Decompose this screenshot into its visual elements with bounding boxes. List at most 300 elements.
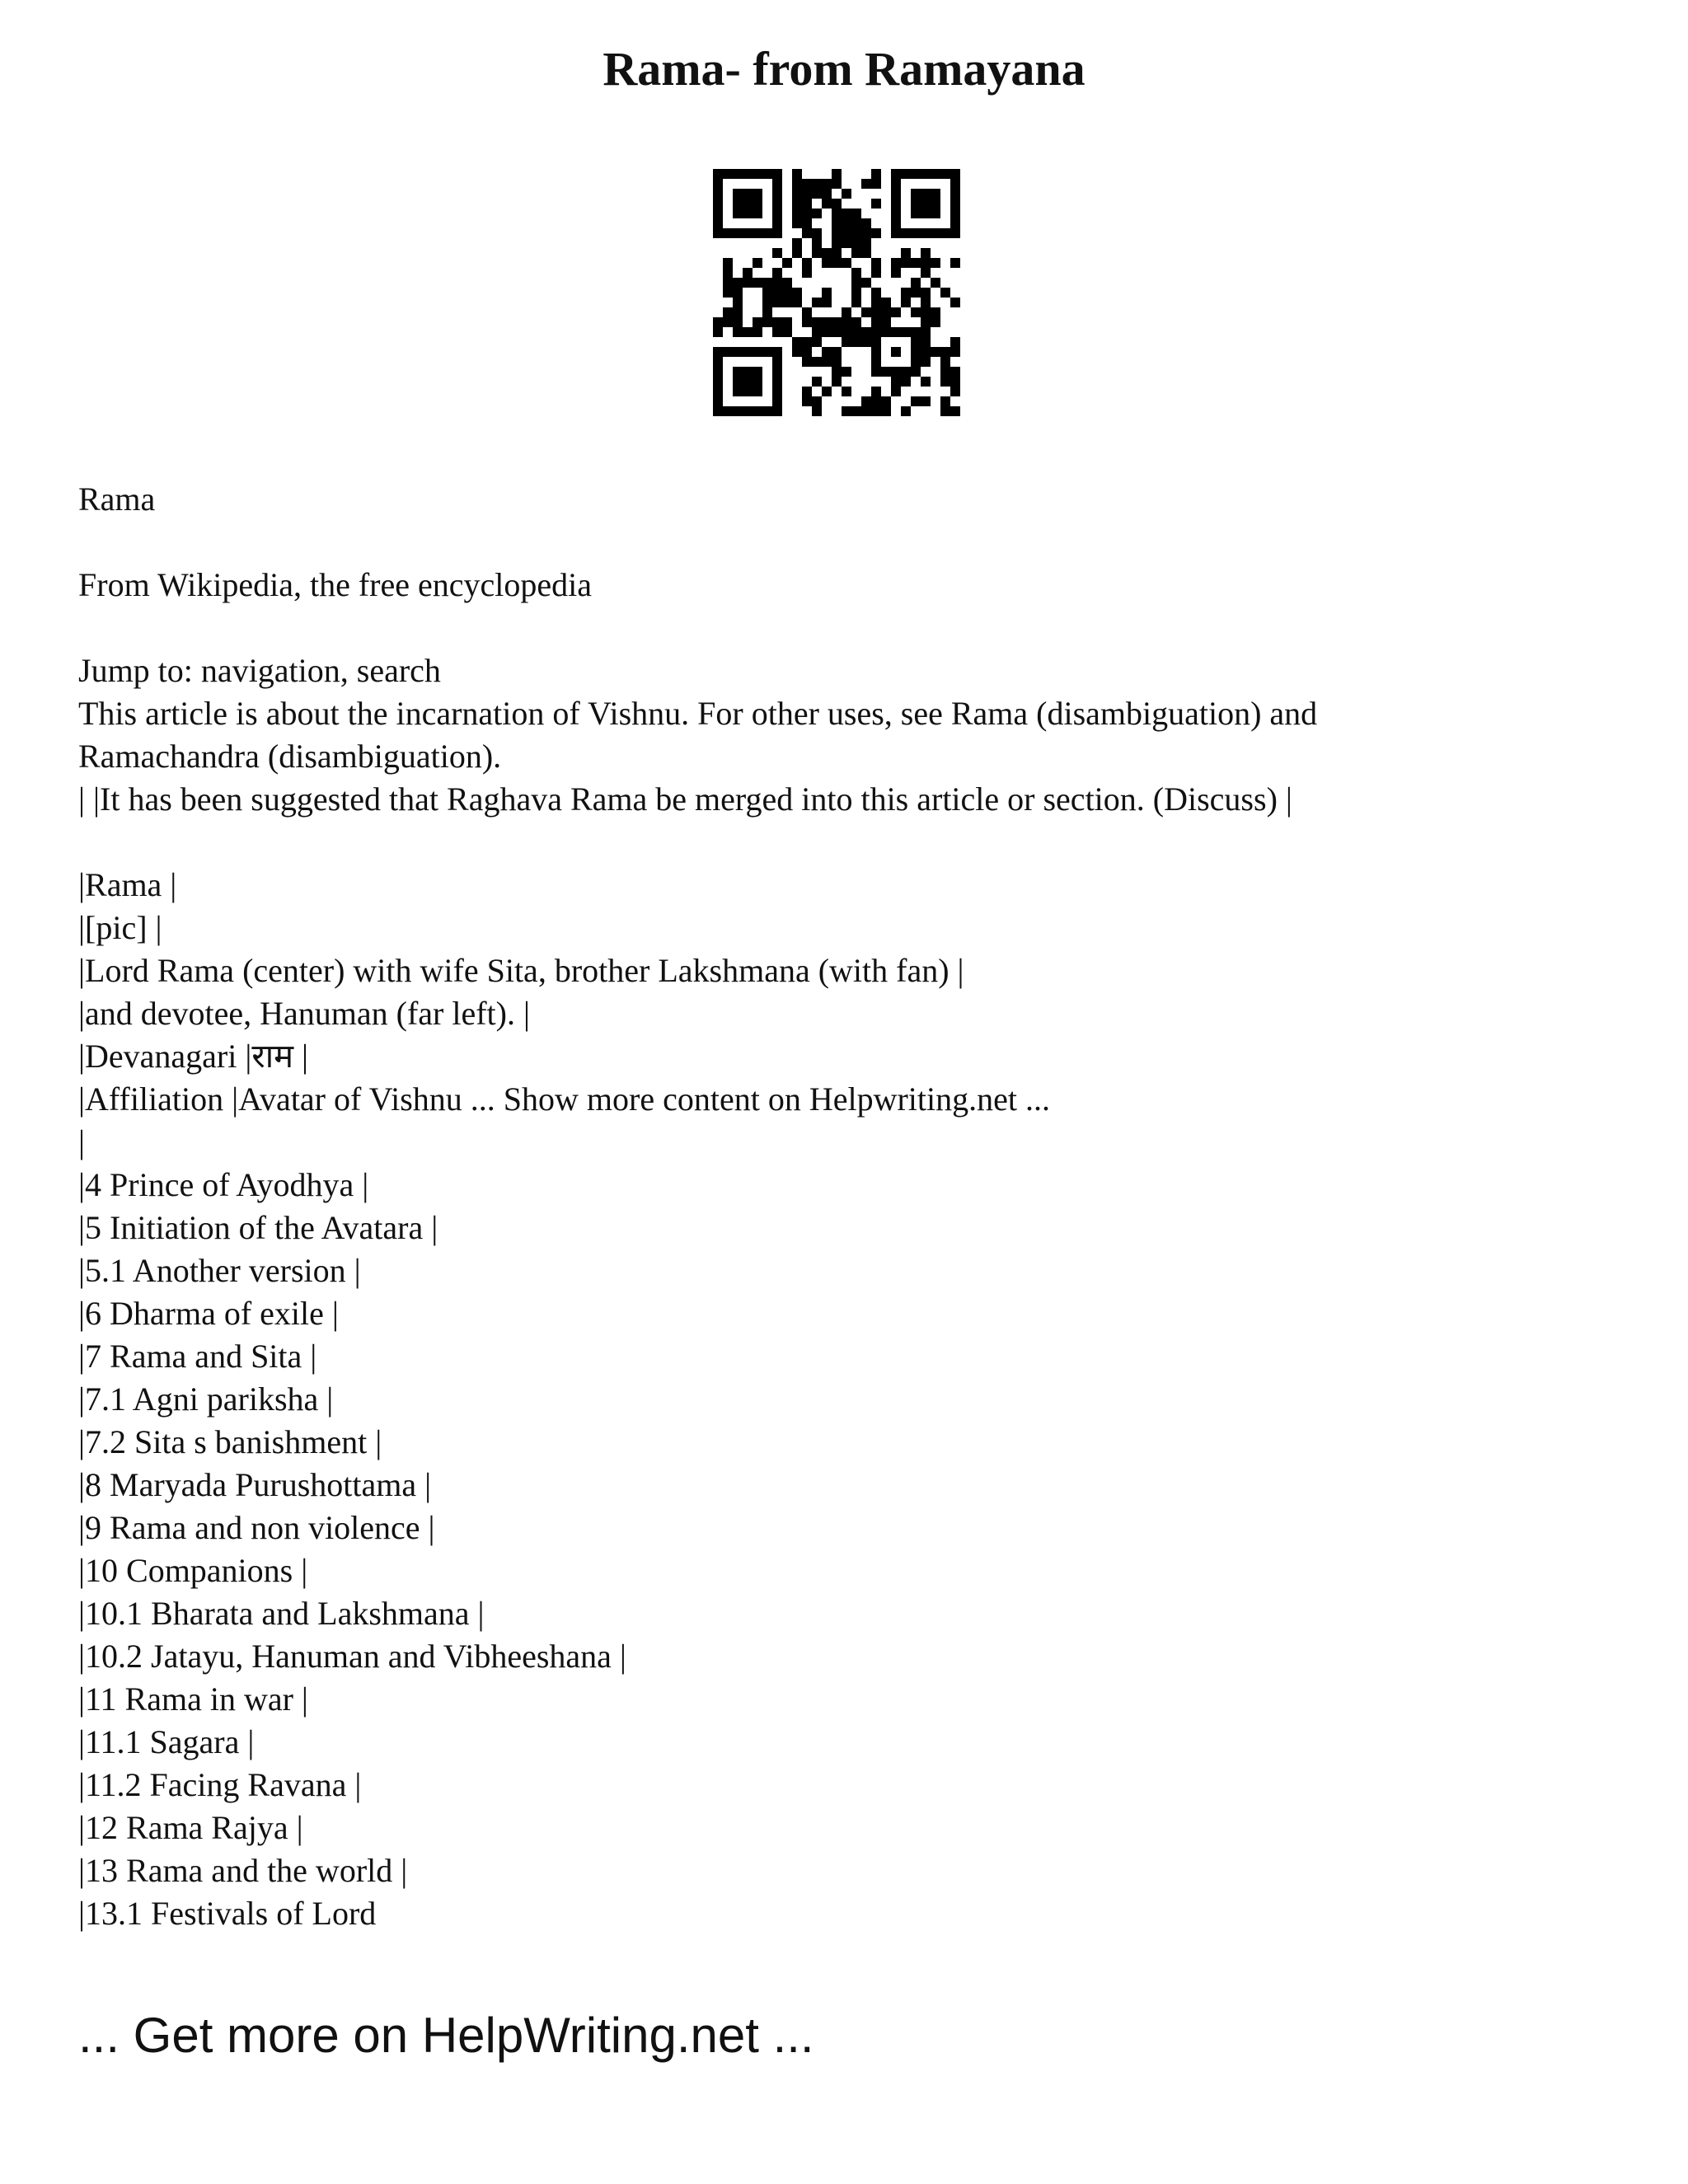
qr-module — [772, 288, 782, 298]
qr-module — [851, 209, 861, 218]
qr-module — [851, 327, 861, 337]
qr-module — [881, 367, 891, 377]
qr-module — [921, 199, 931, 209]
toc-line: |4 Prince of Ayodhya | — [78, 1166, 369, 1203]
qr-module — [743, 169, 753, 179]
qr-module — [950, 228, 960, 238]
qr-module — [842, 307, 851, 317]
get-more-link[interactable]: ... Get more on HelpWriting.net ... — [78, 2008, 814, 2063]
qr-module — [782, 327, 792, 337]
qr-module — [772, 298, 782, 307]
qr-module — [772, 268, 782, 278]
toc-line: |10.1 Bharata and Lakshmana | — [78, 1595, 485, 1632]
qr-module — [950, 337, 960, 347]
qr-module — [871, 387, 881, 396]
qr-module — [802, 209, 812, 218]
qr-module — [812, 377, 822, 387]
qr-module — [950, 298, 960, 307]
qr-module — [911, 327, 921, 337]
qr-module — [733, 288, 743, 298]
qr-module — [950, 258, 960, 268]
qr-module — [911, 307, 921, 317]
qr-code-icon — [713, 169, 960, 416]
qr-module — [851, 238, 861, 248]
qr-module — [812, 209, 822, 218]
qr-module — [911, 288, 921, 298]
qr-module — [901, 377, 911, 387]
qr-module — [842, 228, 851, 238]
toc-line: |11 Rama in war | — [78, 1680, 308, 1718]
toc-line: |6 Dharma of exile | — [78, 1295, 339, 1332]
qr-module — [921, 248, 931, 258]
qr-module — [772, 367, 782, 377]
qr-module — [713, 209, 723, 218]
qr-module — [842, 367, 851, 377]
qr-module — [861, 179, 871, 189]
qr-module — [812, 298, 822, 307]
qr-module — [861, 228, 871, 238]
qr-module — [743, 278, 753, 288]
qr-module — [743, 228, 753, 238]
qr-module — [881, 317, 891, 327]
toc-line: |10 Companions | — [78, 1552, 308, 1589]
qr-module — [713, 199, 723, 209]
qr-module — [753, 387, 762, 396]
toc-line: |5 Initiation of the Avatara | — [78, 1209, 438, 1246]
qr-module — [782, 298, 792, 307]
qr-module — [931, 199, 940, 209]
qr-module — [921, 298, 931, 307]
qr-module — [713, 179, 723, 189]
qr-module — [832, 179, 842, 189]
qr-module — [871, 406, 881, 416]
qr-module — [802, 337, 812, 347]
qr-module — [733, 298, 743, 307]
qr-module — [911, 396, 921, 406]
qr-module — [782, 278, 792, 288]
qr-module — [871, 268, 881, 278]
page-title: Rama- from Ramayana — [603, 42, 1085, 96]
qr-module — [871, 367, 881, 377]
qr-module — [772, 317, 782, 327]
qr-module — [861, 218, 871, 228]
qr-module — [911, 337, 921, 347]
qr-module — [772, 248, 782, 258]
qr-module — [851, 278, 861, 288]
qr-module — [950, 209, 960, 218]
qr-module — [921, 357, 931, 367]
qr-module — [812, 179, 822, 189]
qr-module — [921, 327, 931, 337]
qr-module — [782, 258, 792, 268]
qr-module — [812, 327, 822, 337]
qr-module — [871, 288, 881, 298]
qr-module — [812, 357, 822, 367]
qr-module — [812, 238, 822, 248]
qr-module — [891, 327, 901, 337]
qr-module — [753, 199, 762, 209]
qr-module — [871, 199, 881, 209]
qr-module — [871, 396, 881, 406]
qr-module — [713, 317, 723, 327]
qr-module — [772, 406, 782, 416]
qr-module — [753, 169, 762, 179]
qr-module — [802, 347, 812, 357]
toc-line: |13.1 Festivals of Lord — [78, 1895, 377, 1932]
qr-module — [822, 199, 832, 209]
qr-module — [931, 347, 940, 357]
qr-module — [921, 228, 931, 238]
qr-module — [802, 218, 812, 228]
qr-module — [743, 199, 753, 209]
qr-module — [802, 387, 812, 396]
qr-module — [911, 278, 921, 288]
qr-module — [723, 347, 733, 357]
qr-module — [743, 406, 753, 416]
qr-module — [871, 298, 881, 307]
merge-notice-line: | |It has been suggested that Raghava Rama be merged into this article or section. (Discuss) | — [78, 780, 1292, 818]
qr-module — [931, 278, 940, 288]
qr-module — [832, 347, 842, 357]
qr-module — [753, 327, 762, 337]
qr-module — [911, 169, 921, 179]
qr-module — [871, 347, 881, 357]
qr-module — [931, 307, 940, 317]
qr-module — [762, 278, 772, 288]
qr-module — [723, 228, 733, 238]
qr-module — [871, 179, 881, 189]
qr-module — [743, 367, 753, 377]
qr-module — [911, 228, 921, 238]
qr-module — [733, 278, 743, 288]
qr-module — [891, 387, 901, 396]
qr-module — [921, 288, 931, 298]
jump-to-line: Jump to: navigation, search — [78, 652, 441, 689]
qr-module — [733, 228, 743, 238]
qr-module — [940, 406, 950, 416]
qr-module — [871, 228, 881, 238]
qr-module — [842, 387, 851, 396]
qr-module — [782, 288, 792, 298]
qr-module — [871, 337, 881, 347]
qr-module — [792, 347, 802, 357]
qr-module — [802, 357, 812, 367]
qr-module — [753, 347, 762, 357]
qr-module — [792, 169, 802, 179]
qr-module — [772, 377, 782, 387]
qr-module — [891, 347, 901, 357]
qr-module — [812, 317, 822, 327]
qr-module — [762, 298, 772, 307]
qr-module — [931, 228, 940, 238]
qr-module — [753, 209, 762, 218]
qr-module — [911, 357, 921, 367]
qr-module — [733, 307, 743, 317]
qr-module — [891, 189, 901, 199]
qr-module — [871, 169, 881, 179]
qr-module — [901, 327, 911, 337]
infobox-line: |Affiliation |Avatar of Vishnu ... Show more content on Helpwriting.net ... — [78, 1080, 1050, 1118]
qr-module — [753, 228, 762, 238]
qr-module — [753, 377, 762, 387]
qr-module — [723, 307, 733, 317]
qr-module — [733, 317, 743, 327]
qr-module — [842, 209, 851, 218]
qr-module — [713, 357, 723, 367]
qr-module — [940, 367, 950, 377]
qr-module — [792, 199, 802, 209]
qr-module — [950, 189, 960, 199]
qr-module — [792, 179, 802, 189]
qr-module — [772, 387, 782, 396]
toc-line: |9 Rama and non violence | — [78, 1509, 435, 1546]
qr-module — [861, 327, 871, 337]
qr-module — [792, 218, 802, 228]
qr-module — [753, 189, 762, 199]
qr-module — [743, 387, 753, 396]
toc-line: |11.1 Sagara | — [78, 1723, 255, 1760]
qr-module — [950, 387, 960, 396]
qr-module — [713, 327, 723, 337]
qr-module — [792, 238, 802, 248]
qr-module — [832, 367, 842, 377]
qr-module — [733, 199, 743, 209]
qr-module — [713, 367, 723, 377]
qr-module — [881, 396, 891, 406]
qr-module — [802, 317, 812, 327]
qr-module — [753, 317, 762, 327]
qr-module — [743, 209, 753, 218]
qr-module — [762, 406, 772, 416]
qr-module — [921, 347, 931, 357]
qr-module — [753, 406, 762, 416]
qr-module — [891, 258, 901, 268]
infobox-line: |Lord Rama (center) with wife Sita, brother Lakshmana (with fan) | — [78, 952, 964, 989]
qr-module — [921, 209, 931, 218]
qr-module — [802, 268, 812, 278]
qr-module — [772, 327, 782, 337]
qr-module — [822, 298, 832, 307]
qr-module — [861, 337, 871, 347]
qr-module — [723, 288, 733, 298]
qr-module — [832, 209, 842, 218]
qr-module — [940, 228, 950, 238]
qr-module — [881, 327, 891, 337]
infobox-line: |Devanagari |राम | — [78, 1038, 308, 1075]
qr-module — [713, 228, 723, 238]
qr-module — [812, 337, 822, 347]
qr-module — [772, 179, 782, 189]
qr-module — [733, 327, 743, 337]
qr-module — [832, 258, 842, 268]
qr-module — [743, 377, 753, 387]
qr-module — [733, 169, 743, 179]
qr-module — [931, 189, 940, 199]
qr-module — [743, 268, 753, 278]
qr-module — [822, 179, 832, 189]
qr-module — [812, 248, 822, 258]
qr-module — [950, 347, 960, 357]
qr-module — [802, 199, 812, 209]
qr-module — [743, 189, 753, 199]
toc-line: |7.1 Agni pariksha | — [78, 1380, 334, 1418]
qr-module — [822, 258, 832, 268]
toc-line: |7.2 Sita s banishment | — [78, 1423, 382, 1460]
qr-module — [881, 298, 891, 307]
qr-module — [901, 169, 911, 179]
qr-module — [733, 189, 743, 199]
qr-module — [871, 307, 881, 317]
qr-module — [802, 228, 812, 238]
qr-module — [851, 317, 861, 327]
qr-module — [733, 347, 743, 357]
qr-module — [871, 327, 881, 337]
qr-module — [891, 307, 901, 317]
qr-module — [832, 327, 842, 337]
qr-module — [871, 258, 881, 268]
toc-line: |10.2 Jatayu, Hanuman and Vibheeshana | — [78, 1638, 626, 1675]
qr-module — [772, 189, 782, 199]
qr-module — [832, 218, 842, 228]
qr-module — [901, 367, 911, 377]
qr-module — [802, 258, 812, 268]
qr-module — [842, 337, 851, 347]
qr-module — [733, 387, 743, 396]
qr-module — [713, 387, 723, 396]
spacer — [78, 521, 1628, 564]
qr-module — [891, 199, 901, 209]
qr-module — [921, 258, 931, 268]
qr-module — [753, 258, 762, 268]
qr-module — [723, 317, 733, 327]
qr-module — [891, 268, 901, 278]
qr-module — [911, 189, 921, 199]
qr-module — [891, 179, 901, 189]
qr-module — [940, 357, 950, 367]
qr-module — [822, 387, 832, 396]
qr-module — [931, 169, 940, 179]
qr-module — [832, 317, 842, 327]
qr-module — [931, 317, 940, 327]
qr-module — [782, 317, 792, 327]
qr-module — [950, 169, 960, 179]
qr-module — [792, 209, 802, 218]
qr-module — [901, 248, 911, 258]
qr-module — [891, 169, 901, 179]
qr-module — [822, 189, 832, 199]
qr-module — [901, 406, 911, 416]
toc-line: |8 Maryada Purushottama | — [78, 1466, 432, 1503]
qr-module — [812, 189, 822, 199]
qr-module — [901, 228, 911, 238]
qr-module — [911, 209, 921, 218]
qr-module — [762, 169, 772, 179]
qr-module — [762, 347, 772, 357]
qr-module — [822, 288, 832, 298]
spacer — [78, 821, 1628, 864]
qr-module — [772, 209, 782, 218]
qr-module — [940, 377, 950, 387]
qr-module — [842, 218, 851, 228]
qr-module — [851, 228, 861, 238]
qr-module — [950, 199, 960, 209]
toc-line: |13 Rama and the world | — [78, 1852, 408, 1889]
toc-line: |5.1 Another version | — [78, 1252, 361, 1289]
qr-module — [851, 288, 861, 298]
hatnote-line: Ramachandra (disambiguation). — [78, 738, 502, 775]
qr-module — [753, 367, 762, 377]
qr-module — [812, 228, 822, 238]
qr-module — [792, 248, 802, 258]
qr-module — [832, 238, 842, 248]
qr-module — [792, 337, 802, 347]
qr-module — [921, 396, 931, 406]
qr-module — [822, 317, 832, 327]
qr-module — [723, 278, 733, 288]
qr-module — [723, 268, 733, 278]
qr-module — [832, 169, 842, 179]
qr-module — [842, 258, 851, 268]
qr-module — [723, 406, 733, 416]
qr-module — [891, 209, 901, 218]
infobox-line: |Rama | — [78, 866, 177, 903]
qr-module — [940, 288, 950, 298]
qr-module — [792, 298, 802, 307]
qr-module — [772, 218, 782, 228]
qr-module — [812, 396, 822, 406]
qr-module — [713, 169, 723, 179]
qr-module — [950, 406, 960, 416]
qr-module — [832, 357, 842, 367]
qr-module — [723, 258, 733, 268]
qr-module — [940, 169, 950, 179]
qr-module — [851, 218, 861, 228]
qr-module — [851, 337, 861, 347]
qr-module — [743, 347, 753, 357]
qr-module — [713, 406, 723, 416]
qr-module — [733, 209, 743, 218]
qr-module — [861, 238, 871, 248]
qr-module — [713, 377, 723, 387]
qr-module — [921, 307, 931, 317]
infobox-line: | — [78, 1123, 86, 1160]
qr-module — [861, 307, 871, 317]
qr-module — [772, 169, 782, 179]
qr-module — [762, 317, 772, 327]
qr-module — [842, 238, 851, 248]
qr-module — [772, 396, 782, 406]
qr-module — [921, 377, 931, 387]
qr-module — [901, 288, 911, 298]
qr-module — [921, 268, 931, 278]
toc-line: |7 Rama and Sita | — [78, 1338, 317, 1375]
qr-module — [802, 189, 812, 199]
qr-module — [950, 367, 960, 377]
qr-module — [861, 248, 871, 258]
qr-module — [851, 406, 861, 416]
qr-module — [842, 406, 851, 416]
qr-module — [861, 406, 871, 416]
infobox-line: |and devotee, Hanuman (far left). | — [78, 995, 530, 1032]
qr-module — [950, 377, 960, 387]
qr-module — [733, 377, 743, 387]
qr-module — [901, 298, 911, 307]
qr-module — [950, 218, 960, 228]
qr-module — [842, 327, 851, 337]
qr-module — [822, 327, 832, 337]
document-body — [78, 478, 1628, 1935]
qr-module — [762, 288, 772, 298]
